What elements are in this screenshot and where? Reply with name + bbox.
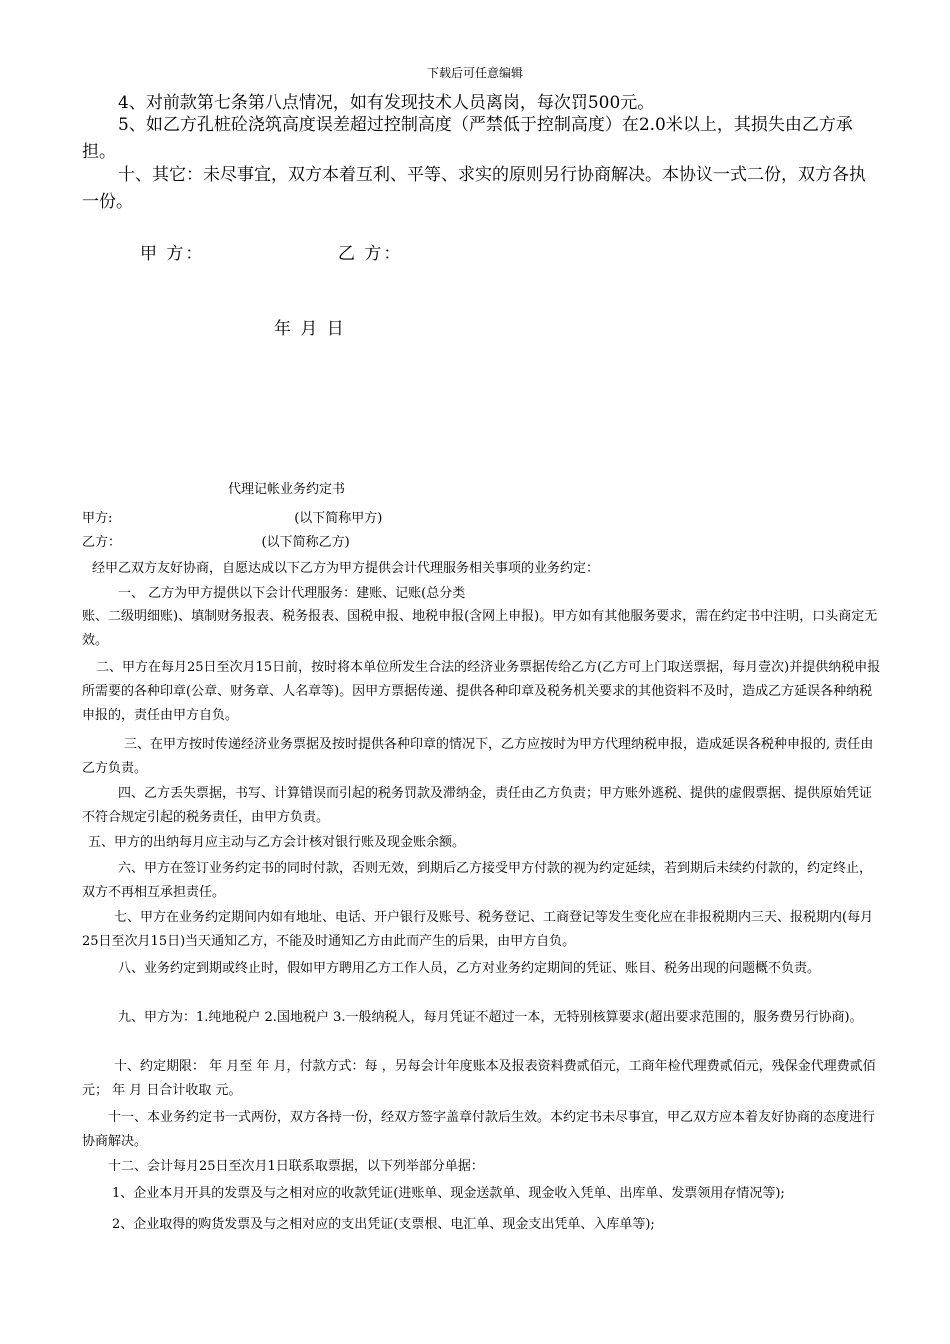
clause-12: 十二、会计每月25日至次月1日联系取票据，以下列举部分单据： — [108, 1159, 484, 1174]
clause-8: 八、业务约定到期或终止时，假如甲方聘用乙方工作人员，乙方对业务约定期间的凭证、账目、税务出现的问题概不负责。 — [118, 961, 821, 976]
clause-1-line-2: 账、二级明细账)、填制财务报表、税务报表、国税申报、地税申报(含网上申报)。甲方如有其他服务要求，需在约定书中注明，口头商定无效。 — [82, 609, 878, 648]
clause-12-item-1: 1、企业本月开具的发票及与之相对应的收款凭证(进账单、现金送款单、现金收入凭单、出库单、发票领用存情况等); — [112, 1186, 785, 1201]
date-line: 年 月 日 — [274, 319, 346, 339]
clause-12-item-2: 2、企业取得的购货发票及与之相对应的支出凭证(支票根、电汇单、现金支出凭单、入库单等); — [112, 1217, 655, 1232]
clause-10: 十、约定期限： 年 月至 年 月，付款方式：每 ，另每会计年度账本及报表资料费贰佰元，工商年检代理费贰佰元，残保金代理费贰佰元； 年 月 日合计收取 元。 — [82, 1059, 876, 1098]
intro-paragraph: 经甲乙双方友好协商，自愿达成以下乙方为甲方提供会计代理服务相关事项的业务约定： — [92, 561, 600, 576]
clause-6: 六、甲方在签订业务约定书的同时付款，否则无效，到期后乙方接受甲方付款的视为约定延续，若到期后未续约付款的，约定终止，双方不再相互承担责任。 — [82, 861, 873, 900]
clause-10-other: 十、其它：未尽事宜，双方本着互利、平等、求实的原则另行协商解决。本协议一式二份，双方各执一份。 — [82, 165, 866, 212]
clause-4: 4、对前款第七条第八点情况，如有发现技术人员离岗，每次罚500元。 — [118, 93, 655, 113]
clause-4-2: 四、乙方丢失票据，书写、计算错误而引起的税务罚款及滞纳金，责任由乙方负责；甲方账外逃税、提供的虚假票据、提供原始凭证不符合规定引起的税务责任，由甲方负责。 — [82, 786, 873, 825]
party-a-signature-label: 甲 方： — [140, 244, 205, 264]
clause-9: 九、甲方为：1.纯地税户 2.国地税户 3.一般纳税人，每月凭证不超过一本，无特别核算要求(超出要求范围的，服务费另行协商)。 — [118, 1010, 863, 1025]
clause-11: 十一、本业务约定书一式两份，双方各持一份，经双方签字盖章付款后生效。本约定书未尽事宜，甲乙双方应本着友好协商的态度进行协商解决。 — [82, 1110, 876, 1149]
clause-5-2: 五、甲方的出纳每月应主动与乙方会计核对银行账及现金账余额。 — [88, 835, 466, 850]
party-a-line: 甲方: (以下简称甲方) — [82, 511, 383, 526]
page-header: 下载后可任意编辑 — [426, 66, 523, 80]
party-b-line: 乙方： (以下简称乙方) — [82, 535, 350, 550]
clause-5: 5、如乙方孔桩砼浇筑高度误差超过控制高度（严禁低于控制高度）在2.0米以上，其损失由乙方承担。 — [82, 115, 853, 162]
party-b-signature-label: 乙 方： — [338, 244, 403, 264]
document-title: 代理记帐业务约定书 — [228, 482, 346, 497]
clause-1-line-1: 一、 乙方为甲方提供以下会计代理服务：建账、记账(总分类 — [118, 586, 466, 601]
clause-2: 二、甲方在每月25日至次月15日前，按时将本单位所发生合法的经济业务票据传给乙方(乙方可上门取送票据，每月壹次)并提供纳税申报所需要的各种印章(公章、财务章、人名章等)。因甲方票据传递、提供各种印章及税务机关要求的其他资料不及时，造成乙方延误各种纳税申报的，责任由甲方自负。 — [82, 660, 881, 723]
clause-7: 七、甲方在业务约定期间内如有地址、电话、开户银行及账号、税务登记、工商登记等发生变化应在非报税期内三天、报税期内(每月25日至次月15日)当天通知乙方，不能及时通知乙方由此而产生的后果，由甲方自负。 — [82, 910, 874, 949]
clause-3: 三、在甲方按时传递经济业务票据及按时提供各种印章的情况下，乙方应按时为甲方代理纳税申报，造成延误各税种申报的, 责任由乙方负责。 — [82, 737, 874, 776]
